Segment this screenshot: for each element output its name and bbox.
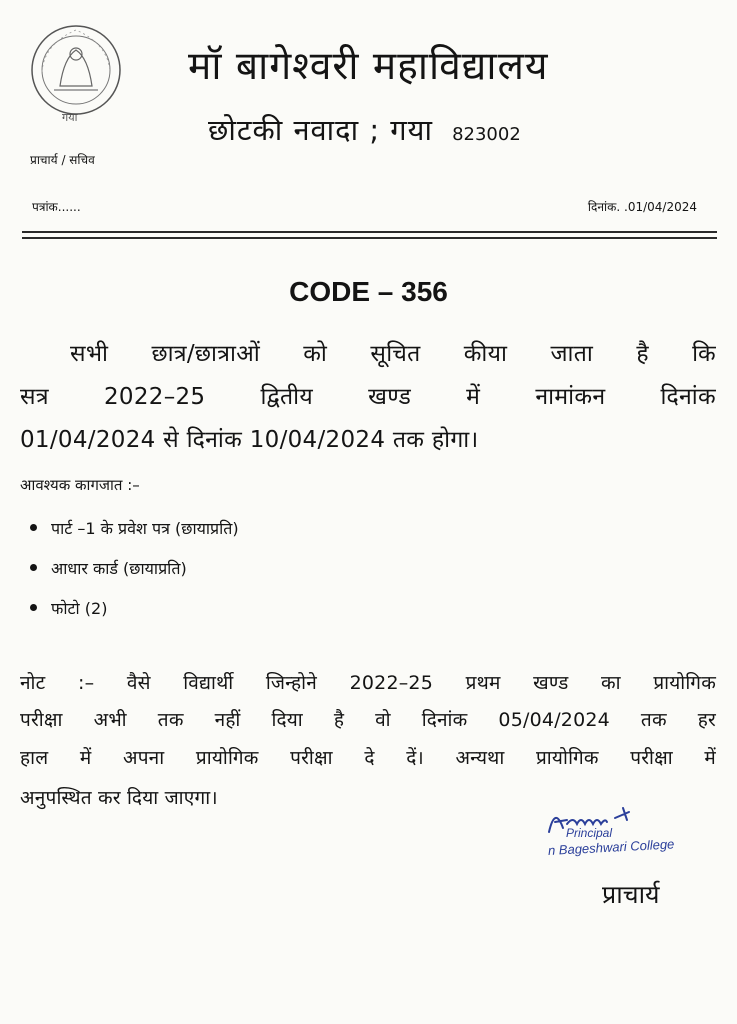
bullet-icon	[30, 524, 37, 531]
note-line-2: परीक्षा अभी तक नहीं दिया है वो दिनांक 05/04/2024 तक हर	[20, 709, 716, 731]
college-address: छोटकी नवादा ; गया	[208, 113, 433, 147]
bullet-icon	[30, 564, 37, 571]
body-line-1: सभी छात्र/छात्राओं को सूचित कीया जाता है कि	[70, 341, 716, 367]
note-line-4: अनुपस्थित कर दिया जाएगा।	[20, 787, 218, 809]
documents-heading: आवश्यक कागजात :–	[20, 476, 140, 494]
header-divider-top	[22, 231, 717, 233]
note-line-1: नोट :– वैसे विद्यार्थी जिन्होने 2022–25 प्रथम खण्ड का प्रायोगिक	[20, 672, 716, 694]
bullet-icon	[30, 604, 37, 611]
document-label: पार्ट –1 के प्रवेश पत्र (छायाप्रति)	[51, 519, 239, 538]
notice-code: CODE – 356	[289, 276, 448, 307]
note-line-3: हाल में अपना प्रायोगिक परीक्षा दे दें। अन्यथा प्रायोगिक परीक्षा में	[20, 747, 716, 769]
list-item	[30, 557, 239, 597]
body-line-2: सत्र 2022–25 द्वितीय खण्ड में नामांकन दिनांक	[20, 384, 716, 410]
list-item	[30, 597, 239, 637]
principal-secretary-label: प्राचार्य / सचिव	[30, 153, 95, 167]
seal-caption: गया	[62, 111, 78, 124]
stamp-role: Principal	[566, 826, 613, 840]
body-line-3: 01/04/2024 से दिनांक 10/04/2024 तक होगा।	[20, 427, 479, 453]
college-name: मॉ बागेश्वरी महाविद्यालय	[188, 44, 549, 89]
principal-title: प्राचार्य	[602, 880, 660, 909]
letter-number: पत्रांक......	[32, 200, 81, 214]
address-row	[208, 110, 521, 149]
document-label: आधार कार्ड (छायाप्रति)	[51, 559, 187, 578]
documents-list	[30, 517, 239, 637]
document-label: फोटो (2)	[51, 599, 108, 618]
stamp-college: n Bageshwari College	[547, 836, 675, 858]
list-item	[30, 517, 239, 557]
letter-date: दिनांक. .01/04/2024	[587, 200, 697, 214]
pin-code: 823002	[452, 124, 521, 145]
header-divider-bottom	[22, 237, 717, 239]
